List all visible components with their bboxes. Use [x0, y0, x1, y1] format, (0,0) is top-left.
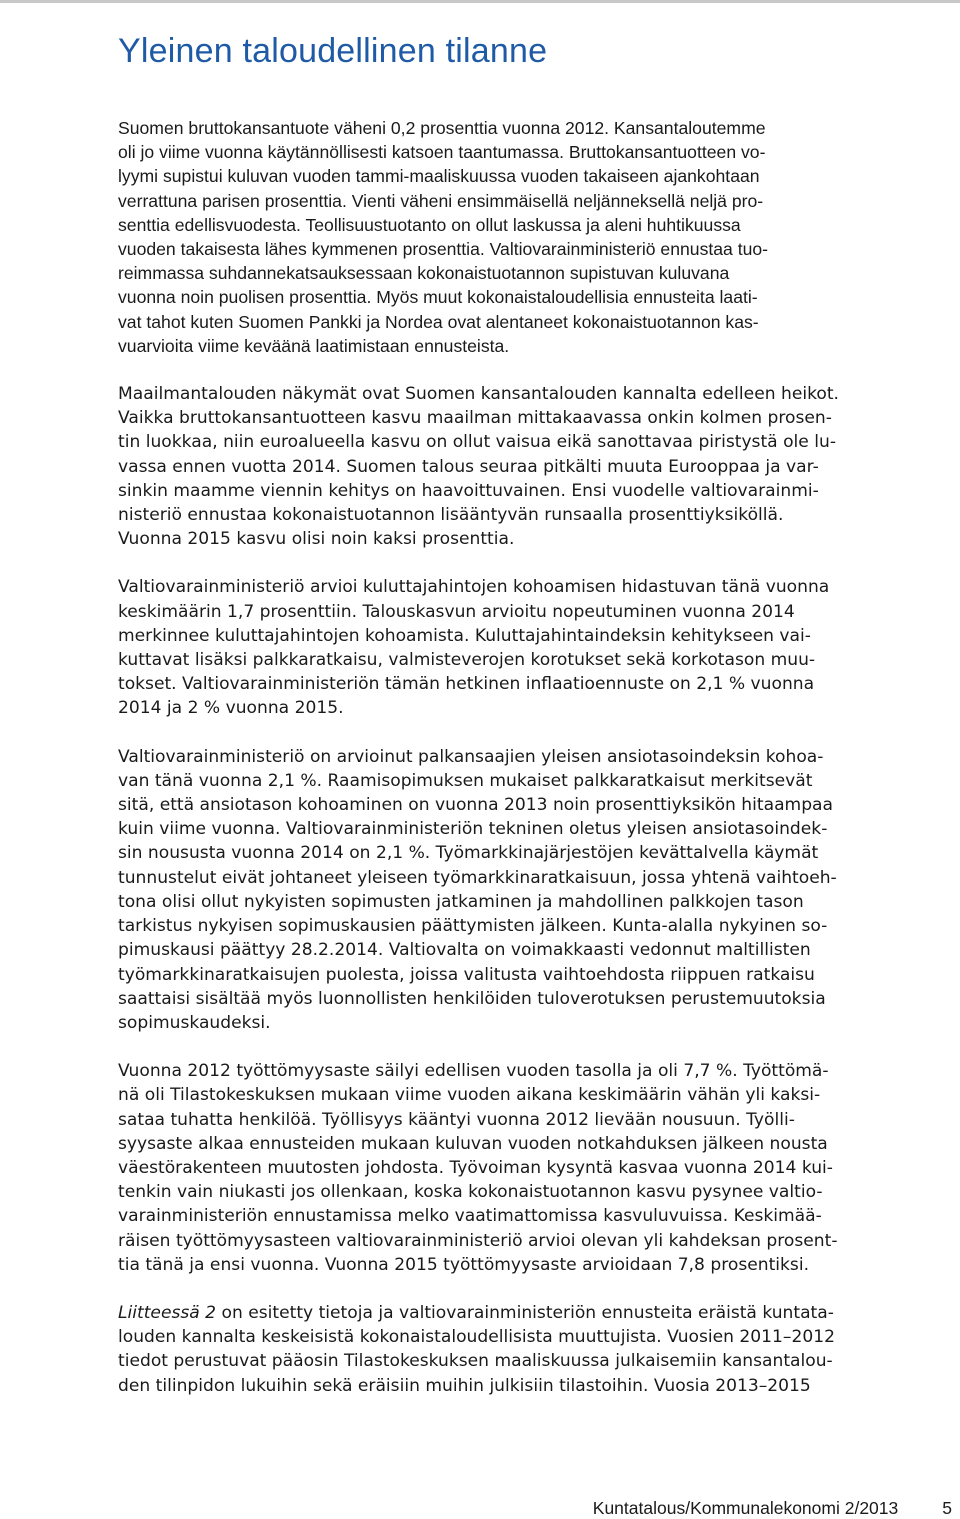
text-line: räisen työttömyysasteen valtiovarainministeriö arvioi olevan yli kahdeksan prosent- — [118, 1230, 838, 1251]
paragraph-wages — [118, 745, 952, 1035]
text-line: Suomen bruttokansantuote väheni 0,2 prosenttia vuonna 2012. Kansantaloutemme — [118, 118, 766, 138]
text-line: työmarkkinaratkaisujen puolesta, joissa valitusta vaihtoehdosta riippuen ratkaisu — [118, 964, 815, 985]
text-line: Vuonna 2015 kasvu olisi noin kaksi prosenttia. — [118, 529, 515, 550]
paragraph-unemployment — [118, 1059, 952, 1277]
page-number: 5 — [942, 1498, 952, 1518]
text-line: vassa ennen vuotta 2014. Suomen talous seuraa pitkälti muuta Eurooppaa ja var- — [118, 456, 819, 477]
text-line: kuin viime vuonna. Valtiovarainministeriön tekninen oletus yleisen ansiotasoindek- — [118, 819, 828, 840]
text-line: verrattuna parisen prosenttia. Vienti väheni ensimmäisellä neljänneksellä neljä pro- — [118, 190, 764, 211]
paragraph-world-economy — [118, 382, 952, 551]
page-footer — [593, 1497, 952, 1519]
text-line: saattaisi sisältää myös luonnollisten henkilöiden tuloverotuksen perustemuutoksia — [118, 988, 826, 1009]
text-line: pimuskausi päättyy 28.2.2014. Valtiovalta on voimakkaasti vedonnut maltillisten — [118, 940, 811, 961]
text-line: oli jo viime vuonna käytännöllisesti katsoen taantumassa. Bruttokansantuotteen vo- — [118, 142, 766, 163]
text-line: nä oli Tilastokeskuksen mukaan viime vuoden aikana keskimäärin vähän yli kaksi- — [118, 1085, 821, 1106]
text-line: keskimäärin 1,7 prosenttiin. Talouskasvun arvioitu nopeutuminen vuonna 2014 — [118, 601, 795, 622]
paragraph-consumer-prices — [118, 575, 952, 720]
text-line: van tänä vuonna 2,1 %. Raamisopimuksen mukaiset palkkaratkaisut merkitsevät — [118, 770, 813, 791]
text-line: tarkistus nykyisen sopimuskausien päättymisten jälkeen. Kunta-alalla nykyinen so- — [118, 916, 828, 937]
text-line: Vaikka bruttokansantuotteen kasvu maailman mittakaavassa onkin kolmen prosen- — [118, 408, 832, 429]
text-line: merkinnee kuluttajahintojen kohoamista. Kuluttajahintaindeksin kehitykseen vai- — [118, 625, 811, 646]
appendix-reference: Liitteessä 2 — [118, 1302, 217, 1323]
text-line: tona olisi ollut nykyisten sopimusten jatkaminen ja mahdollinen palkkojen tason — [118, 891, 804, 912]
text-line: tiedot perustuvat pääosin Tilastokeskuksen maaliskuussa julkaisemiin kansantalou- — [118, 1351, 833, 1372]
text-line: Valtiovarainministeriö on arvioinut palkansaajien yleisen ansiotasoindeksin kohoa- — [118, 746, 824, 767]
text-line: 2014 ja 2 % vuonna 2015. — [118, 698, 344, 719]
text-line: varainministeriön ennustamissa melko vaatimattomissa kasvuluvuissa. Keskimää- — [118, 1206, 822, 1227]
text-line: vuonna noin puolisen prosenttia. Myös muut kokonaistaloudellisia ennusteita laati- — [118, 287, 758, 308]
text-line: den tilinpidon lukuihin sekä eräisiin muihin julkisiin tilastoihin. Vuosia 2013–2015 — [118, 1375, 811, 1396]
text-line: sin noususta vuonna 2014 on 2,1 %. Työmarkkinajärjestöjen kevättalvella käymät — [118, 843, 819, 864]
text-line: sitä, että ansiotason kohoaminen on vuonna 2013 noin prosenttiyksikön hitaampaa — [118, 795, 833, 816]
text-line: senttia edellisvuodesta. Teollisuustuotanto on ollut laskussa ja aleni huhtikuussa — [118, 214, 741, 235]
text-line: tenkin vain niukasti jos ollenkaan, koska kokonaistuotannon kasvu pysynee valtio- — [118, 1182, 823, 1203]
text-line: sinkin maamme viennin kehitys on haavoittuvainen. Ensi vuodelle valtiovarainmi- — [118, 480, 819, 501]
text-line: syysaste alkaa ennusteiden mukaan kuluvan vuoden notkahduksen jälkeen nousta — [118, 1133, 828, 1154]
text-line: reimmassa suhdannekatsauksessaan kokonaistuotannon supistuvan kuluvana — [118, 263, 730, 284]
text-line: louden kannalta keskeisistä kokonaistaloudellisista muuttujista. Vuosien 2011–2012 — [118, 1327, 835, 1348]
text-line: vat tahot kuten Suomen Pankki ja Nordea ovat alentaneet kokonaistuotannon kas- — [118, 311, 759, 332]
paragraph-appendix-reference — [118, 1301, 952, 1398]
text-line: vuoden takaisesta lähes kymmenen prosenttia. Valtiovarainministeriö ennustaa tuo- — [118, 239, 769, 260]
text-line: sataa tuhatta henkilöä. Työllisyys kääntyi vuonna 2012 lievään nousuun. Työlli- — [118, 1109, 795, 1130]
text-line: sopimuskaudeksi. — [118, 1012, 271, 1033]
text-line: tunnustelut eivät johtaneet yleiseen työmarkkinaratkaisuun, jossa yhtenä vaihtoeh- — [118, 867, 837, 888]
text-line — [118, 1301, 952, 1325]
text-line: väestörakenteen muutosten johdosta. Työvoiman kysyntä kasvaa vuonna 2014 kui- — [118, 1157, 833, 1178]
text-line: vuarvioita viime keväänä laatimistaan ennusteista. — [118, 335, 510, 356]
text-fragment: on esitetty tietoja ja valtiovarainministeriön ennusteita eräistä kuntata- — [216, 1302, 834, 1323]
text-line: nisteriö ennustaa kokonaistuotannon lisääntyvän runsaalla prosenttiyksiköllä. — [118, 505, 784, 526]
publication-name: Kuntatalous/Kommunalekonomi 2/2013 — [592, 1498, 899, 1518]
page-title: Yleinen taloudellinen tilanne — [118, 32, 548, 70]
text-line: tin luokkaa, niin euroalueella kasvu on ollut vaisua eikä sanottavaa piristystä ole lu- — [118, 432, 836, 453]
paragraph-economy-overview — [118, 116, 952, 358]
top-rule — [0, 0, 960, 3]
article-body — [118, 116, 952, 1422]
text-line: lyymi supistui kuluvan vuoden tammi-maaliskuussa vuoden takaiseen ajankohtaan — [118, 166, 760, 187]
text-line: Valtiovarainministeriö arvioi kuluttajahintojen kohoamisen hidastuvan tänä vuonna — [118, 577, 830, 598]
text-line: Vuonna 2012 työttömyysaste säilyi edellisen vuoden tasolla ja oli 7,7 %. Työttömä- — [118, 1061, 829, 1082]
text-line: tokset. Valtiovarainministeriön tämän hetkinen inflaatioennuste on 2,1 % vuonna — [118, 674, 815, 695]
text-line: Maailmantalouden näkymät ovat Suomen kansantalouden kannalta edelleen heikot. — [118, 384, 839, 405]
text-line: kuttavat lisäksi palkkaratkaisu, valmisteverojen korotukset sekä korkotason muu- — [118, 650, 816, 671]
text-line: tia tänä ja ensi vuonna. Vuonna 2015 työttömyysaste arvioidaan 7,8 prosentiksi. — [118, 1254, 810, 1275]
